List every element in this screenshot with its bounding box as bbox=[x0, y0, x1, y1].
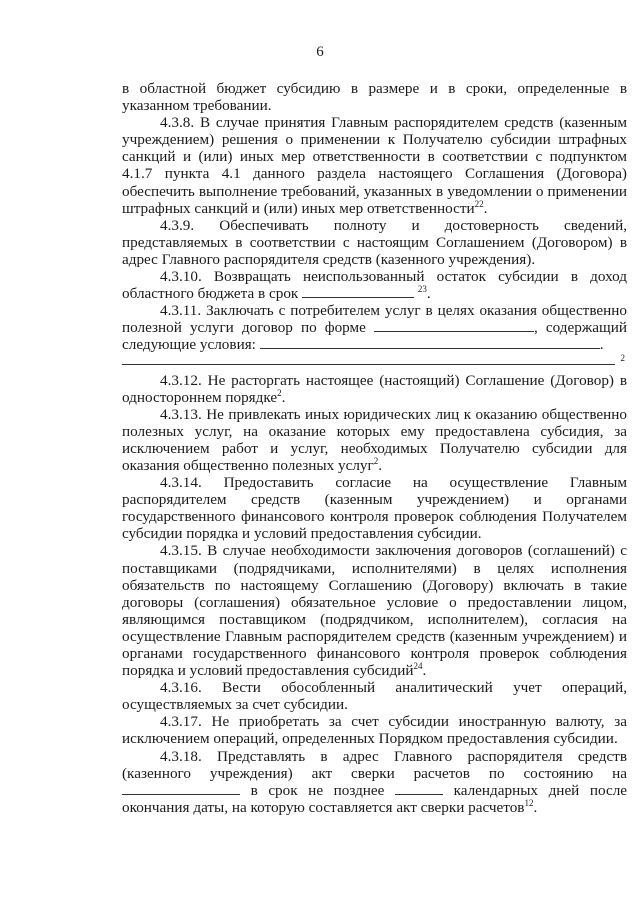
clause-4-3-18: 4.3.18. Представлять в адрес Главного распорядителя средств (казенного учреждения) акт сверки расчетов по состоянию на в срок не позднее календарных дней после окончания даты, на которую составляется акт сверки расчетов$^{12}$. bbox=[122, 747, 628, 816]
clause-4-3-10: 4.3.10. Возвращать неиспользованный остаток субсидии в доход областного бюджета в срок $^{23}$. bbox=[122, 268, 627, 303]
blank-field[interactable] bbox=[395, 782, 443, 795]
footnote-ref: 2 bbox=[373, 455, 379, 466]
clause-4-3-15: 4.3.15. В случае необходимости заключения договоров (соглашений) с поставщиками (подрядчиками, исполнителями) в целях исполнения обязательств по настоящему Соглашению (Договору) включать в такие договоры (соглашения) обязательное условие о предоставлении лицом, являющимся поставщиком (подрядчиком, исполнителем), согласия на осуществление Главным распорядителем средств (казенным учреждением) и органами государственного финансового контроля проверок соблюдения порядка и условий предоставления субсидий$^{24}$. bbox=[122, 542, 627, 680]
blank-field[interactable] bbox=[122, 782, 240, 795]
blank-field[interactable] bbox=[260, 336, 600, 349]
document-body bbox=[122, 80, 627, 816]
footnote-ref: 24 bbox=[413, 661, 423, 672]
clause-4-3-16: 4.3.16. Вести обособленный аналитический учет операций, осуществляемых за счет субсидии. bbox=[122, 679, 627, 714]
clause-4-3-17: 4.3.17. Не приобретать за счет субсидии иностранную валюту, за исключением операций, определенных Порядком предоставления субсидии. bbox=[122, 713, 627, 748]
paragraph-continuation: в областной бюджет субсидию в размере и в сроки, определенные в указанном требовании. bbox=[122, 80, 627, 115]
footnote-ref: 12 bbox=[524, 797, 534, 808]
footnote-ref: 22 bbox=[474, 198, 484, 209]
footnote-ref: 2 bbox=[277, 387, 282, 398]
footnote-ref: 2 bbox=[620, 352, 625, 363]
blank-field[interactable] bbox=[374, 319, 534, 332]
clause-4-3-11: 4.3.11. Заключать с потребителем услуг в целях оказания общественно полезной услуги договор по форме , содержащий следующие условия: . bbox=[122, 302, 627, 354]
blank-line[interactable] bbox=[122, 354, 627, 366]
footnote-ref: 23 bbox=[417, 284, 427, 295]
page-number: 6 bbox=[316, 44, 324, 60]
clause-4-3-13: 4.3.13. Не привлекать иных юридических лиц к оказанию общественно полезных услуг, на оказание которых ему предоставлена субсидия, за исключением работ и услуг, необходимых Получателю субсидии для оказания общественно полезных услуг$^2$. bbox=[122, 405, 627, 474]
clause-4-3-12: 4.3.12. Не расторгать настоящее (настоящий) Соглашение (Договор) в одностороннем порядке$^2$. bbox=[122, 371, 627, 406]
clause-4-3-8: 4.3.8. В случае принятия Главным распорядителем средств (казенным учреждением) решения о применении к Получателю субсидии штрафных санкций и (или) иных мер ответственности в соответствии с подпунктом 4.1.7 пункта 4.1 данного раздела настоящего Соглашения (Договора) обеспечить выполнение требований, указанных в уведомлении о применении штрафных санкций и (или) иных мер ответственности$^{22}$. bbox=[122, 114, 627, 217]
blank-field[interactable] bbox=[302, 285, 414, 298]
clause-4-3-9: 4.3.9. Обеспечивать полноту и достоверность сведений, представляемых в соответствии с настоящим Соглашением (Договором) в адрес Главного распорядителя средств (казенного учреждения). bbox=[122, 216, 627, 268]
clause-4-3-14: 4.3.14. Предоставить согласие на осуществление Главным распорядителем средств (казенным учреждением) и органами государственного финансового контроля проверок соблюдения Получателем субсидии порядка и условий предоставления субсидии. bbox=[122, 474, 627, 543]
